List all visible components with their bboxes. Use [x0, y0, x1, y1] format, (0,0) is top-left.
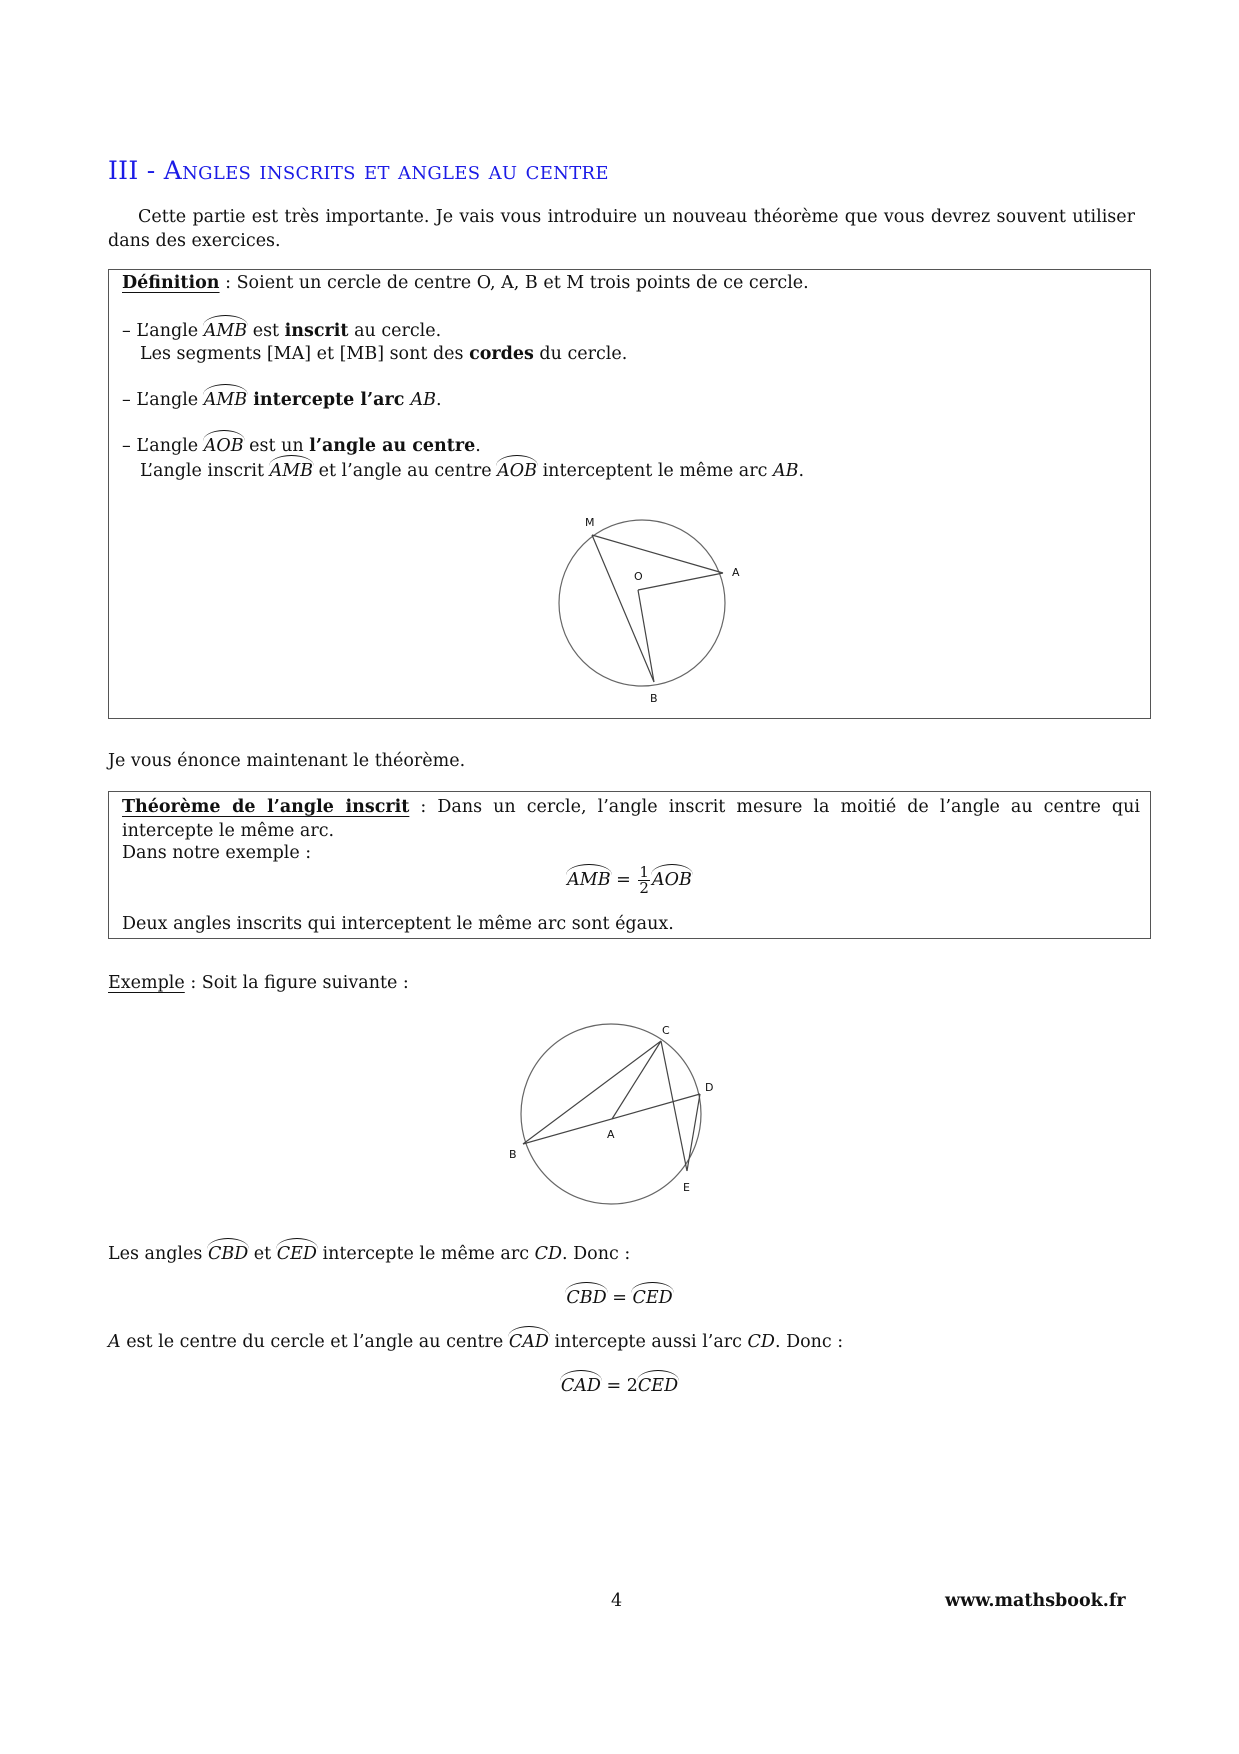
example-label: Exemple	[108, 973, 185, 993]
segment-mb	[592, 535, 654, 682]
theorem-conclusion: Deux angles inscrits qui interceptent le même arc sont égaux.	[122, 914, 674, 934]
section-title: III - Angles inscrits et angles au centre	[108, 156, 609, 185]
intro-paragraph: Cette partie est très importante. Je vais vous introduire un nouveau théorème que vous devrez souvent utiliser dans des exercices.	[108, 207, 1135, 251]
example-formula-1: CBD = CED	[566, 1288, 673, 1308]
definition-item-3-line2: L’angle inscrit AMB et l’angle au centre AOB interceptent le même arc AB.	[140, 461, 805, 481]
site-link[interactable]: www.mathsbook.fr	[945, 1591, 1126, 1611]
angle-amb: AMB	[269, 461, 314, 481]
angle-amb: AMB	[203, 390, 248, 410]
point-label-b: B	[650, 692, 658, 705]
definition-item-2: – L’angle AMB intercepte l’arc AB.	[122, 390, 442, 410]
example-line-2: A est le centre du cercle et l’angle au centre CAD intercepte aussi l’arc CD. Donc :	[108, 1332, 844, 1352]
theorem-box	[108, 791, 1151, 939]
figure-inscribed-angle	[539, 505, 759, 705]
theorem-label: Théorème de l’angle inscrit	[122, 797, 410, 817]
theorem-example-intro: Dans notre exemple :	[122, 843, 312, 863]
page-number: 4	[611, 1591, 623, 1611]
theorem-formula: AMB = $\frac{1}{2}$ AOB	[567, 863, 692, 897]
definition-header	[122, 273, 809, 293]
definition-item-1: – L’angle AMB est inscrit au cercle.	[122, 321, 442, 341]
point-label-m: M	[585, 516, 595, 529]
definition-label: Définition	[122, 273, 220, 293]
definition-text: : Soient un cercle de centre O, A, B et M trois points de ce cercle.	[219, 273, 809, 293]
definition-item-1-line2: Les segments [MA] et [MB] sont des cordes du cercle.	[140, 344, 628, 364]
segment-oa	[638, 573, 723, 590]
circle	[559, 520, 725, 686]
transition-text: Je vous énonce maintenant le théorème.	[108, 751, 466, 771]
figure-example	[500, 1020, 730, 1220]
point-label-b: B	[509, 1148, 517, 1161]
example-line-1: Les angles CBD et CED intercepte le même arc CD. Donc :	[108, 1244, 631, 1264]
point-label-e: E	[683, 1181, 690, 1194]
segment-bc	[523, 1041, 661, 1144]
fraction-one-half: $\frac{1}{2}$	[639, 863, 649, 897]
point-label-c: C	[662, 1024, 670, 1037]
point-label-a: A	[732, 566, 740, 579]
angle-aob: AOB	[203, 436, 244, 456]
angle-aob: AOB	[497, 461, 538, 481]
definition-box	[108, 269, 1151, 719]
theorem-statement: Théorème de l’angle inscrit : Dans un cercle, l’angle inscrit mesure la moitié de l’angle au centre qui intercepte le même arc.	[122, 797, 1140, 841]
point-label-a: A	[607, 1128, 615, 1141]
example-header: Exemple : Soit la figure suivante :	[108, 973, 409, 993]
definition-item-3: – L’angle AOB est un l’angle au centre.	[122, 436, 481, 456]
segment-ma	[592, 535, 723, 573]
segment-ob	[638, 590, 654, 682]
angle-amb: AMB	[203, 321, 248, 341]
segment-de	[687, 1094, 700, 1171]
point-label-o: O	[634, 570, 643, 583]
point-label-d: D	[705, 1081, 714, 1094]
circle	[521, 1024, 701, 1204]
example-formula-2: CAD = 2CED	[560, 1376, 679, 1396]
